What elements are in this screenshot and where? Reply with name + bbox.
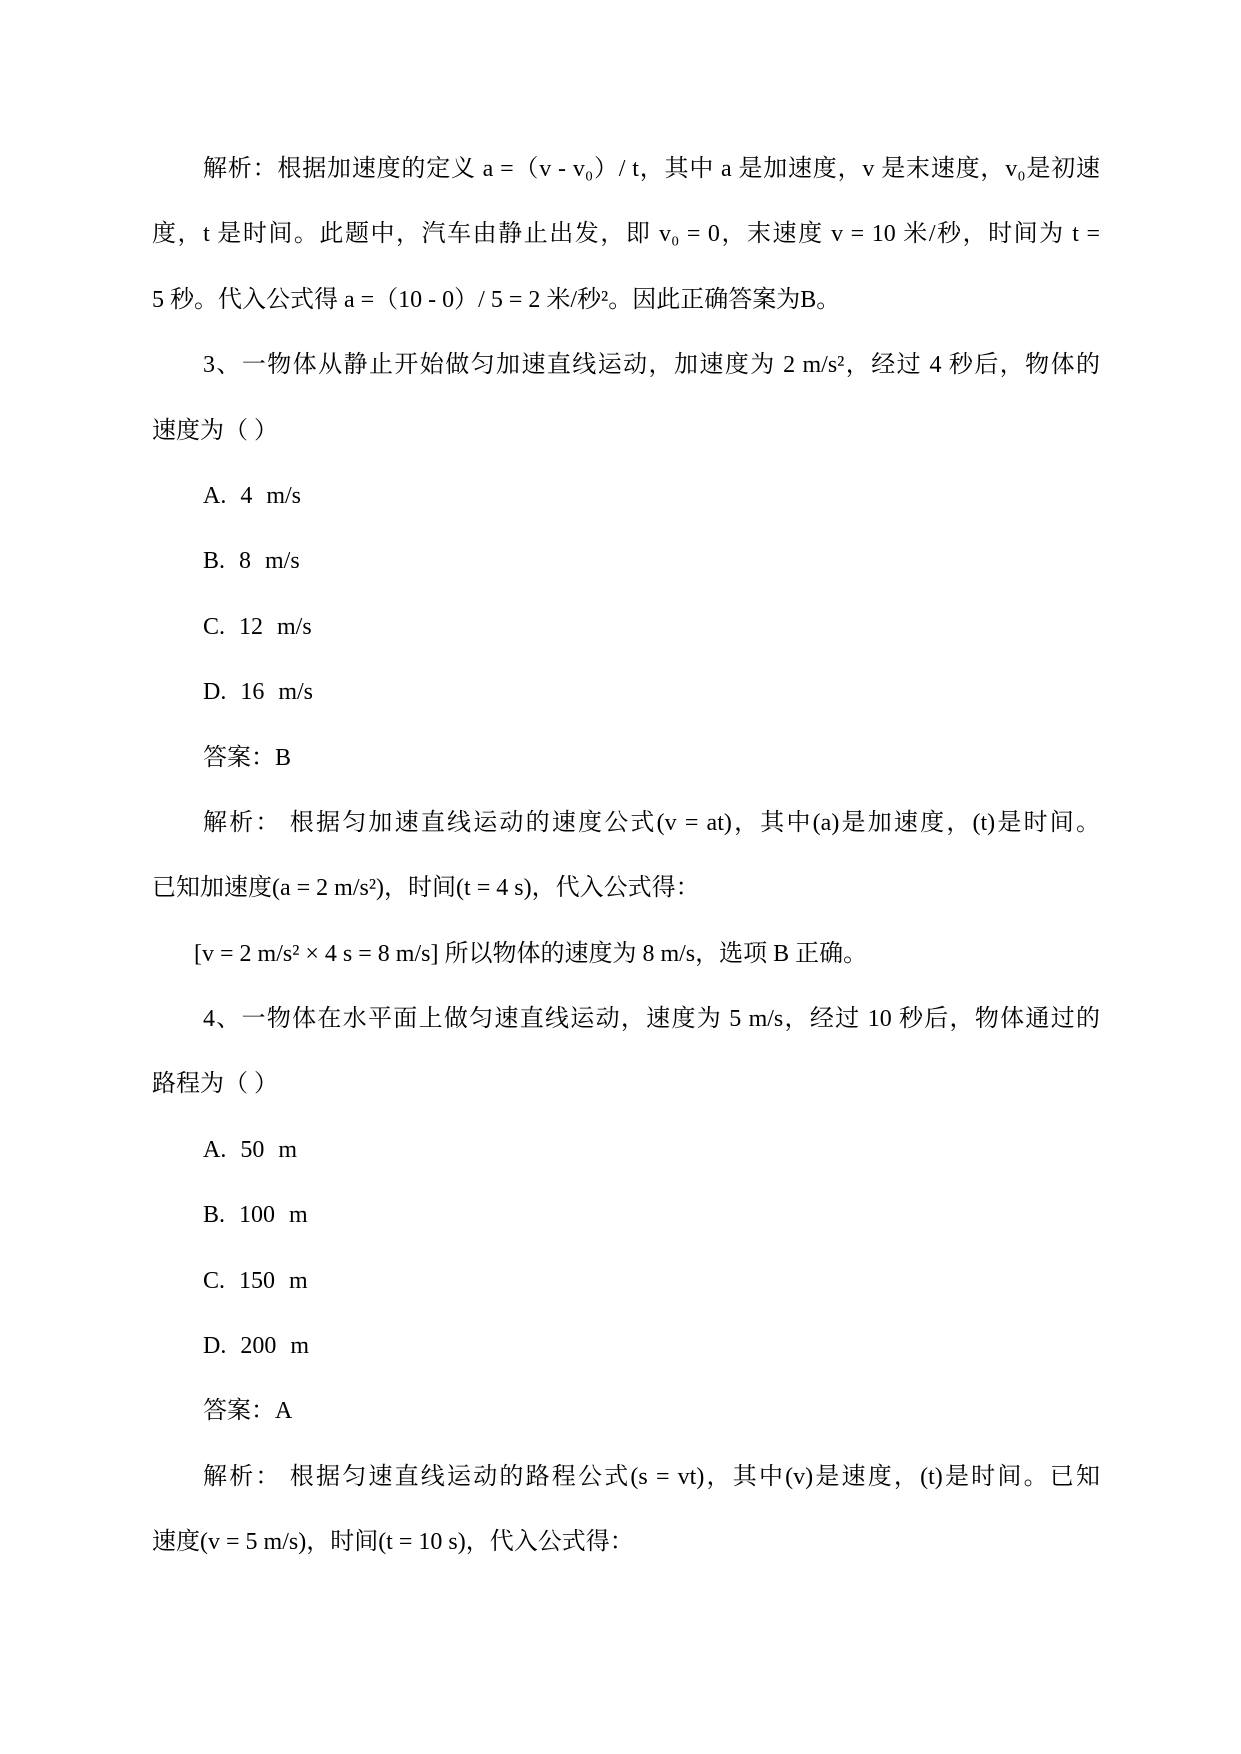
question-3-answer: 答案：B xyxy=(203,744,292,771)
question-3-option-a: A. 4 m/s xyxy=(203,482,302,509)
question-3-stem-line: 3、一物体从静止开始做匀加速直线运动，加速度为 2 m/s²，经过 4 秒后，物体的 xyxy=(203,352,1100,379)
question-2-explanation-line: 解析：根据加速度的定义 a =（v - v₀）/ t，其中 a 是加速度，v 是末速度，v₀是初速 xyxy=(203,156,1100,182)
question-3-option-d: D. 16 m/s xyxy=(203,679,314,706)
question-4-explanation-line: 解析： 根据匀速直线运动的路程公式(s = vt)，其中(v)是速度，(t)是时间。已知 xyxy=(203,1463,1100,1490)
question-4-option-d: D. 200 m xyxy=(203,1333,309,1360)
question-3-calculation-line: [v = 2 m/s² × 4 s = 8 m/s] 所以物体的速度为 8 m/s，选项 B 正确。 xyxy=(194,940,868,967)
question-3-explanation-line: 解析： 根据匀加速直线运动的速度公式(v = at)，其中(a)是加速度，(t)是时间。 xyxy=(203,809,1100,836)
question-3-option-b: B. 8 m/s xyxy=(203,548,300,575)
question-4-option-a: A. 50 m xyxy=(203,1136,297,1163)
question-3-option-c: C. 12 m/s xyxy=(203,613,312,640)
question-4-explanation-line: 速度(v = 5 m/s)，时间(t = 10 s)，代入公式得： xyxy=(152,1529,634,1556)
question-2-explanation-line: 5 秒。代入公式得 a =（10 - 0）/ 5 = 2 米/秒²。因此正确答案为B。 xyxy=(152,286,841,313)
question-4-stem-line: 4、一物体在水平面上做匀速直线运动，速度为 5 m/s，经过 10 秒后，物体通过的 xyxy=(203,1006,1100,1033)
question-2-explanation-line: 度，t 是时间。此题中，汽车由静止出发，即 v₀ = 0，末速度 v = 10 米/秒，时间为 t = xyxy=(152,221,1100,248)
question-3-stem-line: 速度为（ ） xyxy=(152,417,278,444)
question-3-explanation-line: 已知加速度(a = 2 m/s²)，时间(t = 4 s)，代入公式得： xyxy=(152,875,700,902)
question-4-stem-line: 路程为（ ） xyxy=(152,1071,278,1098)
document-text-body xyxy=(152,137,1100,1576)
question-4-option-b: B. 100 m xyxy=(203,1202,308,1229)
question-4-answer: 答案：A xyxy=(203,1398,293,1425)
question-4-option-c: C. 150 m xyxy=(203,1267,308,1294)
